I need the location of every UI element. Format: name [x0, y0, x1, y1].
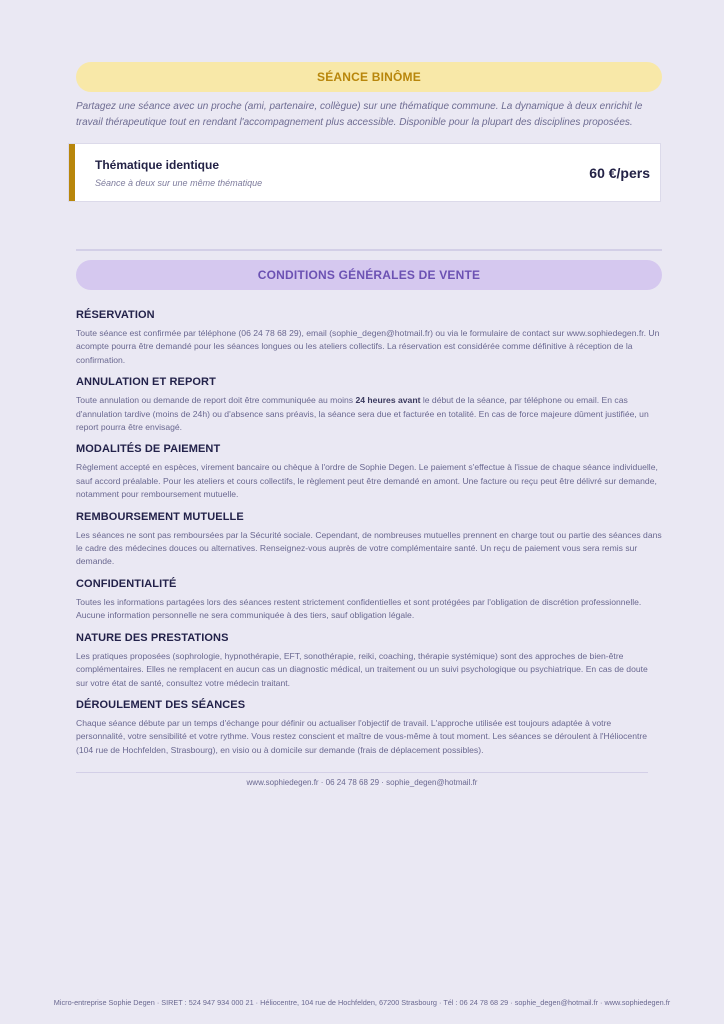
cgv-text-part: le début de la séance, par téléphone ou email. En cas d'annulation tardive (moins de 24h) ou d'absence sans préavis, la séance sera due et facturée en totalité. En cas de force majeure dûment justifiée, un report pourra être envisagé.	[76, 395, 649, 433]
section-divider	[76, 249, 662, 251]
binome-offer-card	[68, 143, 661, 202]
cgv-heading: MODALITÉS DE PAIEMENT	[76, 443, 221, 456]
contact-line: www.sophiedegen.fr · 06 24 78 68 29 · sophie_degen@hotmail.fr	[246, 778, 478, 788]
cgv-text: Toutes les informations partagées lors des séances restent strictement confidentielles et sont protégées par l'obligation de discrétion professionnelle. Aucune information personnelle ne sera communiquée à des tiers, sauf obligation légale.	[76, 596, 642, 621]
cgv-nature	[76, 632, 662, 690]
cgv-mutuelle	[76, 511, 662, 569]
cgv-heading: REMBOURSEMENT MUTUELLE	[76, 510, 244, 523]
cgv-heading: NATURE DES PRESTATIONS	[76, 631, 229, 644]
cgv-text	[76, 394, 662, 434]
card-subtitle: Séance à deux sur une même thématique	[95, 178, 263, 188]
cgv-annulation	[76, 376, 662, 434]
cgv-text: Règlement accepté en espèces, virement bancaire ou chèque à l'ordre de Sophie Degen. Le paiement s'effectue à l'issue de chaque séance individuelle, sauf accord préalable. Pour les ateliers et cours collectifs, le règlement peut être demandé en amont. Une facture ou reçu peut être délivré sur demande, notamment pour remboursement mutuelle.	[76, 462, 658, 500]
cgv-heading: DÉROULEMENT DES SÉANCES	[76, 698, 246, 711]
cgv-sections	[76, 309, 662, 757]
cgv-heading: CONFIDENTIALITÉ	[76, 577, 177, 590]
cgv-reservation	[76, 309, 662, 367]
cgv-paiement	[76, 443, 662, 501]
cgv-text-part: Toute annulation ou demande de report doit être communiquée au moins	[76, 395, 356, 406]
cgv-confidentialite	[76, 578, 662, 623]
cgv-text: Les pratiques proposées (sophrologie, hypnothérapie, EFT, sonothérapie, reiki, coaching, thérapie systémique) sont des approches de bien-être complémentaires. Elles ne remplacent en aucun cas un diagnostic médical, un traitement ou un suivi psychologique ou psychiatrique. En cas de doute sur votre état de santé, consultez votre médecin traitant.	[76, 650, 648, 688]
cgv-heading: RÉSERVATION	[76, 309, 155, 321]
binome-section-title: SÉANCE BINÔME	[76, 62, 662, 92]
page-content	[76, 62, 662, 787]
contact-divider	[76, 772, 648, 773]
card-accent-bar	[69, 144, 75, 201]
cgv-deroulement	[76, 699, 662, 757]
cgv-text-emphasis: 24 heures avant	[355, 395, 421, 406]
cgv-section-title: CONDITIONS GÉNÉRALES DE VENTE	[76, 260, 662, 290]
page-footer: Micro-entreprise Sophie Degen · SIRET : 524 947 934 000 21 · Héliocentre, 104 rue de Hochfelden, 67200 Strasbourg · Tél : 06 24 78 68 29 · sophie_degen@hotmail.fr · www.sophiedegen.fr	[53, 998, 671, 1007]
cgv-heading: ANNULATION ET REPORT	[76, 376, 216, 389]
cgv-text: Les séances ne sont pas remboursées par la Sécurité sociale. Cependant, de nombreuses mutuelles prennent en charge tout ou partie des séances dans le cadre des médecines douces ou alternatives. Renseignez-vous auprès de votre complémentaire santé. Un reçu de paiement vous sera remis sur demande.	[76, 529, 662, 567]
cgv-text: Toute séance est confirmée par téléphone (06 24 78 68 29), email (sophie_degen@hotmail.fr) ou via le formulaire de contact sur www.sophiedegen.fr. Un acompte pourra être demandé pour les séances longues ou les ateliers collectifs. La réservation est considérée comme définitive à réception de la confirmation.	[76, 328, 660, 365]
card-title: Thématique identique	[95, 158, 220, 172]
card-price: 60 €/pers	[589, 165, 650, 181]
binome-intro: Partagez une séance avec un proche (ami, partenaire, collègue) sur une thématique commune. La dynamique à deux enrichit le travail thérapeutique tout en rendant l'accompagnement plus accessible. Disponible pour la plupart des disciplines proposées.	[76, 101, 643, 128]
cgv-text: Chaque séance débute par un temps d'échange pour définir ou actualiser l'objectif de travail. L'approche utilisée est toujours adaptée à votre personnalité, votre sensibilité et votre rythme. Vous restez conscient et maître de vous-même à tout moment. Les séances se déroulent à l'Héliocentre (104 rue de Hochfelden, Strasbourg), en visio ou à domicile sur demande (frais de déplacement possibles).	[76, 717, 648, 755]
